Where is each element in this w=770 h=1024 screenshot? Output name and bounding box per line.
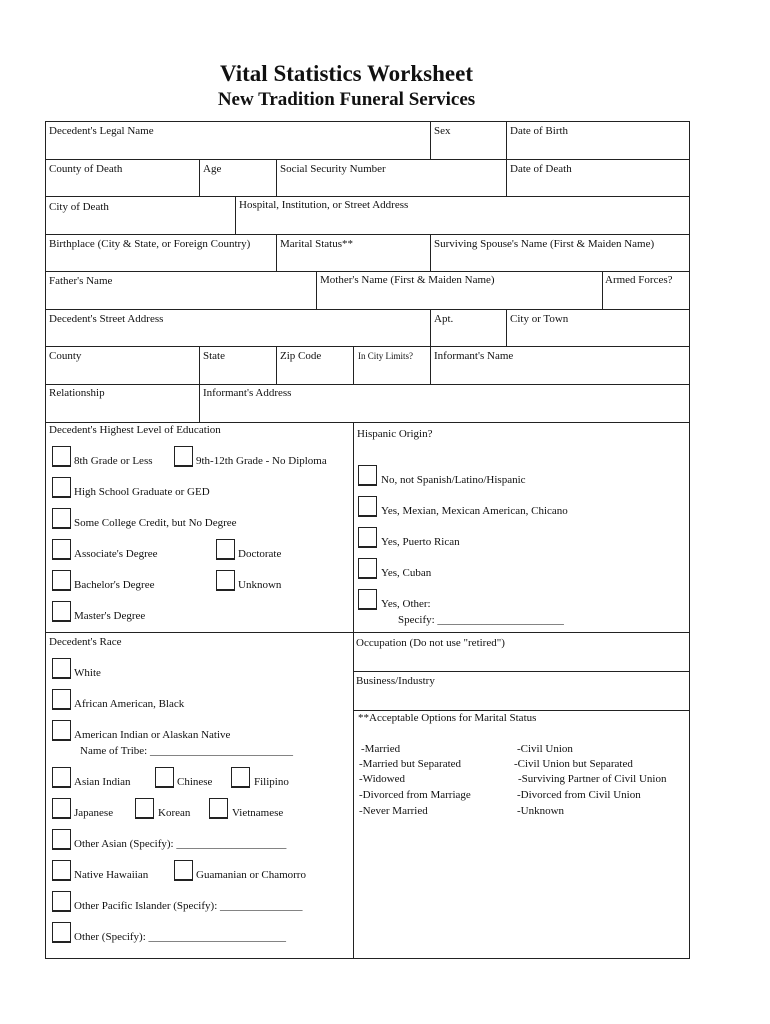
marital-status-label: Marital Status** [280, 238, 354, 250]
legal-name-field[interactable] [45, 121, 431, 160]
hispanic-other-checkbox[interactable] [358, 589, 377, 610]
race-title: Decedent's Race [49, 636, 122, 648]
business-label: Business/Industry [356, 675, 435, 687]
education-9th-12th-checkbox[interactable] [174, 446, 193, 467]
page-subtitle: New Tradition Funeral Services [217, 89, 476, 110]
hospital-field[interactable] [235, 196, 690, 235]
race-white-checkbox[interactable] [52, 658, 71, 679]
race-chinese-checkbox[interactable] [155, 767, 174, 788]
race-korean-checkbox[interactable] [135, 798, 154, 819]
race-tribe-line[interactable]: Name of Tribe: __________________________ [80, 745, 293, 757]
race-guamanian-checkbox[interactable] [174, 860, 193, 881]
education-master-checkbox[interactable] [52, 601, 71, 622]
education-master-label: Master's Degree [74, 610, 146, 622]
armed-forces-label: Armed Forces? [605, 274, 673, 286]
city-of-death-label: City of Death [49, 201, 109, 213]
marital-option-civil-union-separated: -Civil Union but Separated [514, 758, 633, 770]
race-asian-indian-checkbox[interactable] [52, 767, 71, 788]
hispanic-puerto-rican-checkbox[interactable] [358, 527, 377, 548]
age-label: Age [203, 163, 222, 175]
race-other-asian-checkbox[interactable] [52, 829, 71, 850]
legal-name-label: Decedent's Legal Name [49, 125, 154, 137]
race-korean-label: Korean [158, 807, 191, 819]
race-vietnamese-label: Vietnamese [232, 807, 284, 819]
education-some-college-checkbox[interactable] [52, 508, 71, 529]
hispanic-mexican-label: Yes, Mexian, Mexican American, Chicano [381, 505, 568, 517]
race-japanese-label: Japanese [74, 807, 114, 819]
father-name-label: Father's Name [49, 275, 113, 287]
ssn-label: Social Security Number [280, 163, 386, 175]
armed-forces-field[interactable] [602, 271, 690, 310]
race-guamanian-label: Guamanian or Chamorro [196, 869, 306, 881]
education-associate-label: Associate's Degree [74, 548, 158, 560]
relationship-label: Relationship [49, 387, 105, 399]
race-native-checkbox[interactable] [52, 720, 71, 741]
education-unknown-checkbox[interactable] [216, 570, 235, 591]
city-or-town-field[interactable] [506, 309, 690, 347]
state-label: State [203, 350, 225, 362]
marital-option-married-separated: -Married but Separated [359, 758, 462, 770]
informant-address-field[interactable] [199, 384, 690, 423]
city-limits-field[interactable] [353, 346, 431, 385]
occupation-label: Occupation (Do not use "retired") [356, 637, 505, 649]
apt-field[interactable] [430, 309, 507, 347]
city-or-town-label: City or Town [510, 313, 569, 325]
education-bachelor-checkbox[interactable] [52, 570, 71, 591]
city-limits-label: In City Limits? [358, 351, 413, 361]
race-white-label: White [74, 667, 101, 679]
hispanic-specify-line[interactable]: Specify: _______________________ [398, 614, 564, 626]
education-unknown-label: Unknown [238, 579, 282, 591]
education-bachelor-label: Bachelor's Degree [74, 579, 155, 591]
zip-code-label: Zip Code [280, 350, 322, 362]
marital-options-title: **Acceptable Options for Marital Status [358, 712, 537, 724]
marital-option-widowed: -Widowed [359, 773, 405, 785]
education-high-school-checkbox[interactable] [52, 477, 71, 498]
marital-option-civil-union: -Civil Union [517, 743, 573, 755]
father-name-field[interactable] [45, 271, 317, 310]
birthplace-label: Birthplace (City & State, or Foreign Country) [49, 238, 251, 250]
marital-option-surviving-partner: -Surviving Partner of Civil Union [518, 773, 667, 785]
marital-option-unknown: -Unknown [517, 805, 565, 817]
sex-field[interactable] [430, 121, 507, 160]
hispanic-cuban-label: Yes, Cuban [381, 567, 432, 579]
race-black-checkbox[interactable] [52, 689, 71, 710]
state-field[interactable] [199, 346, 277, 385]
city-of-death-field[interactable] [45, 196, 236, 235]
race-hawaiian-label: Native Hawaiian [74, 869, 149, 881]
marital-option-never-married: -Never Married [359, 805, 428, 817]
education-doctorate-label: Doctorate [238, 548, 282, 560]
education-title: Decedent's Highest Level of Education [49, 424, 221, 436]
race-filipino-checkbox[interactable] [231, 767, 250, 788]
county-of-death-field[interactable] [45, 159, 200, 197]
zip-code-field[interactable] [276, 346, 354, 385]
hispanic-other-label: Yes, Other: [381, 598, 431, 610]
street-address-label: Decedent's Street Address [49, 313, 164, 325]
hispanic-puerto-rican-label: Yes, Puerto Rican [381, 536, 460, 548]
race-other-asian-label: Other Asian (Specify): ____________________ [74, 838, 287, 850]
business-field[interactable] [353, 671, 690, 711]
hispanic-mexican-checkbox[interactable] [358, 496, 377, 517]
dob-field[interactable] [506, 121, 690, 160]
marital-option-divorced: -Divorced from Marriage [359, 789, 471, 801]
occupation-field[interactable] [353, 632, 690, 672]
education-doctorate-checkbox[interactable] [216, 539, 235, 560]
race-filipino-label: Filipino [254, 776, 289, 788]
education-8th-checkbox[interactable] [52, 446, 71, 467]
hospital-label: Hospital, Institution, or Street Address [239, 199, 409, 211]
page-title: Vital Statistics Worksheet [220, 61, 473, 86]
apt-label: Apt. [434, 313, 454, 325]
race-vietnamese-checkbox[interactable] [209, 798, 228, 819]
hispanic-cuban-checkbox[interactable] [358, 558, 377, 579]
race-other-label: Other (Specify): _________________________ [74, 931, 287, 943]
county-label: County [49, 350, 82, 362]
ssn-field[interactable] [276, 159, 507, 197]
spouse-name-label: Surviving Spouse's Name (First & Maiden Name) [434, 238, 655, 250]
marital-status-field[interactable] [276, 234, 431, 272]
hispanic-no-label: No, not Spanish/Latino/Hispanic [381, 474, 526, 486]
education-high-school-label: High School Graduate or GED [74, 486, 210, 498]
birthplace-field[interactable] [45, 234, 277, 272]
race-other-checkbox[interactable] [52, 922, 71, 943]
hispanic-title: Hispanic Origin? [357, 428, 433, 440]
marital-option-divorced-civil-union: -Divorced from Civil Union [517, 789, 641, 801]
dob-label: Date of Birth [510, 125, 569, 137]
race-chinese-label: Chinese [177, 776, 213, 788]
informant-name-field[interactable] [430, 346, 690, 385]
hispanic-no-checkbox[interactable] [358, 465, 377, 486]
education-8th-label: 8th Grade or Less [74, 455, 153, 467]
race-native-label: American Indian or Alaskan Native [74, 729, 231, 741]
race-hawaiian-checkbox[interactable] [52, 860, 71, 881]
spouse-name-field[interactable] [430, 234, 690, 272]
age-field[interactable] [199, 159, 277, 197]
county-of-death-label: County of Death [49, 163, 123, 175]
county-field[interactable] [45, 346, 200, 385]
education-9th-12th-label: 9th-12th Grade - No Diploma [196, 455, 327, 467]
sex-label: Sex [434, 125, 451, 137]
education-associate-checkbox[interactable] [52, 539, 71, 560]
street-address-field[interactable] [45, 309, 431, 347]
marital-option-married: -Married [361, 743, 401, 755]
race-black-label: African American, Black [74, 698, 185, 710]
mother-name-label: Mother's Name (First & Maiden Name) [320, 274, 495, 286]
date-of-death-field[interactable] [506, 159, 690, 197]
race-japanese-checkbox[interactable] [52, 798, 71, 819]
date-of-death-label: Date of Death [510, 163, 572, 175]
race-asian-indian-label: Asian Indian [74, 776, 131, 788]
relationship-field[interactable] [45, 384, 200, 423]
education-some-college-label: Some College Credit, but No Degree [74, 517, 237, 529]
informant-address-label: Informant's Address [203, 387, 292, 399]
informant-name-label: Informant's Name [434, 350, 514, 362]
race-pacific-checkbox[interactable] [52, 891, 71, 912]
race-pacific-label: Other Pacific Islander (Specify): _______________ [74, 900, 303, 912]
mother-name-field[interactable] [316, 271, 603, 310]
